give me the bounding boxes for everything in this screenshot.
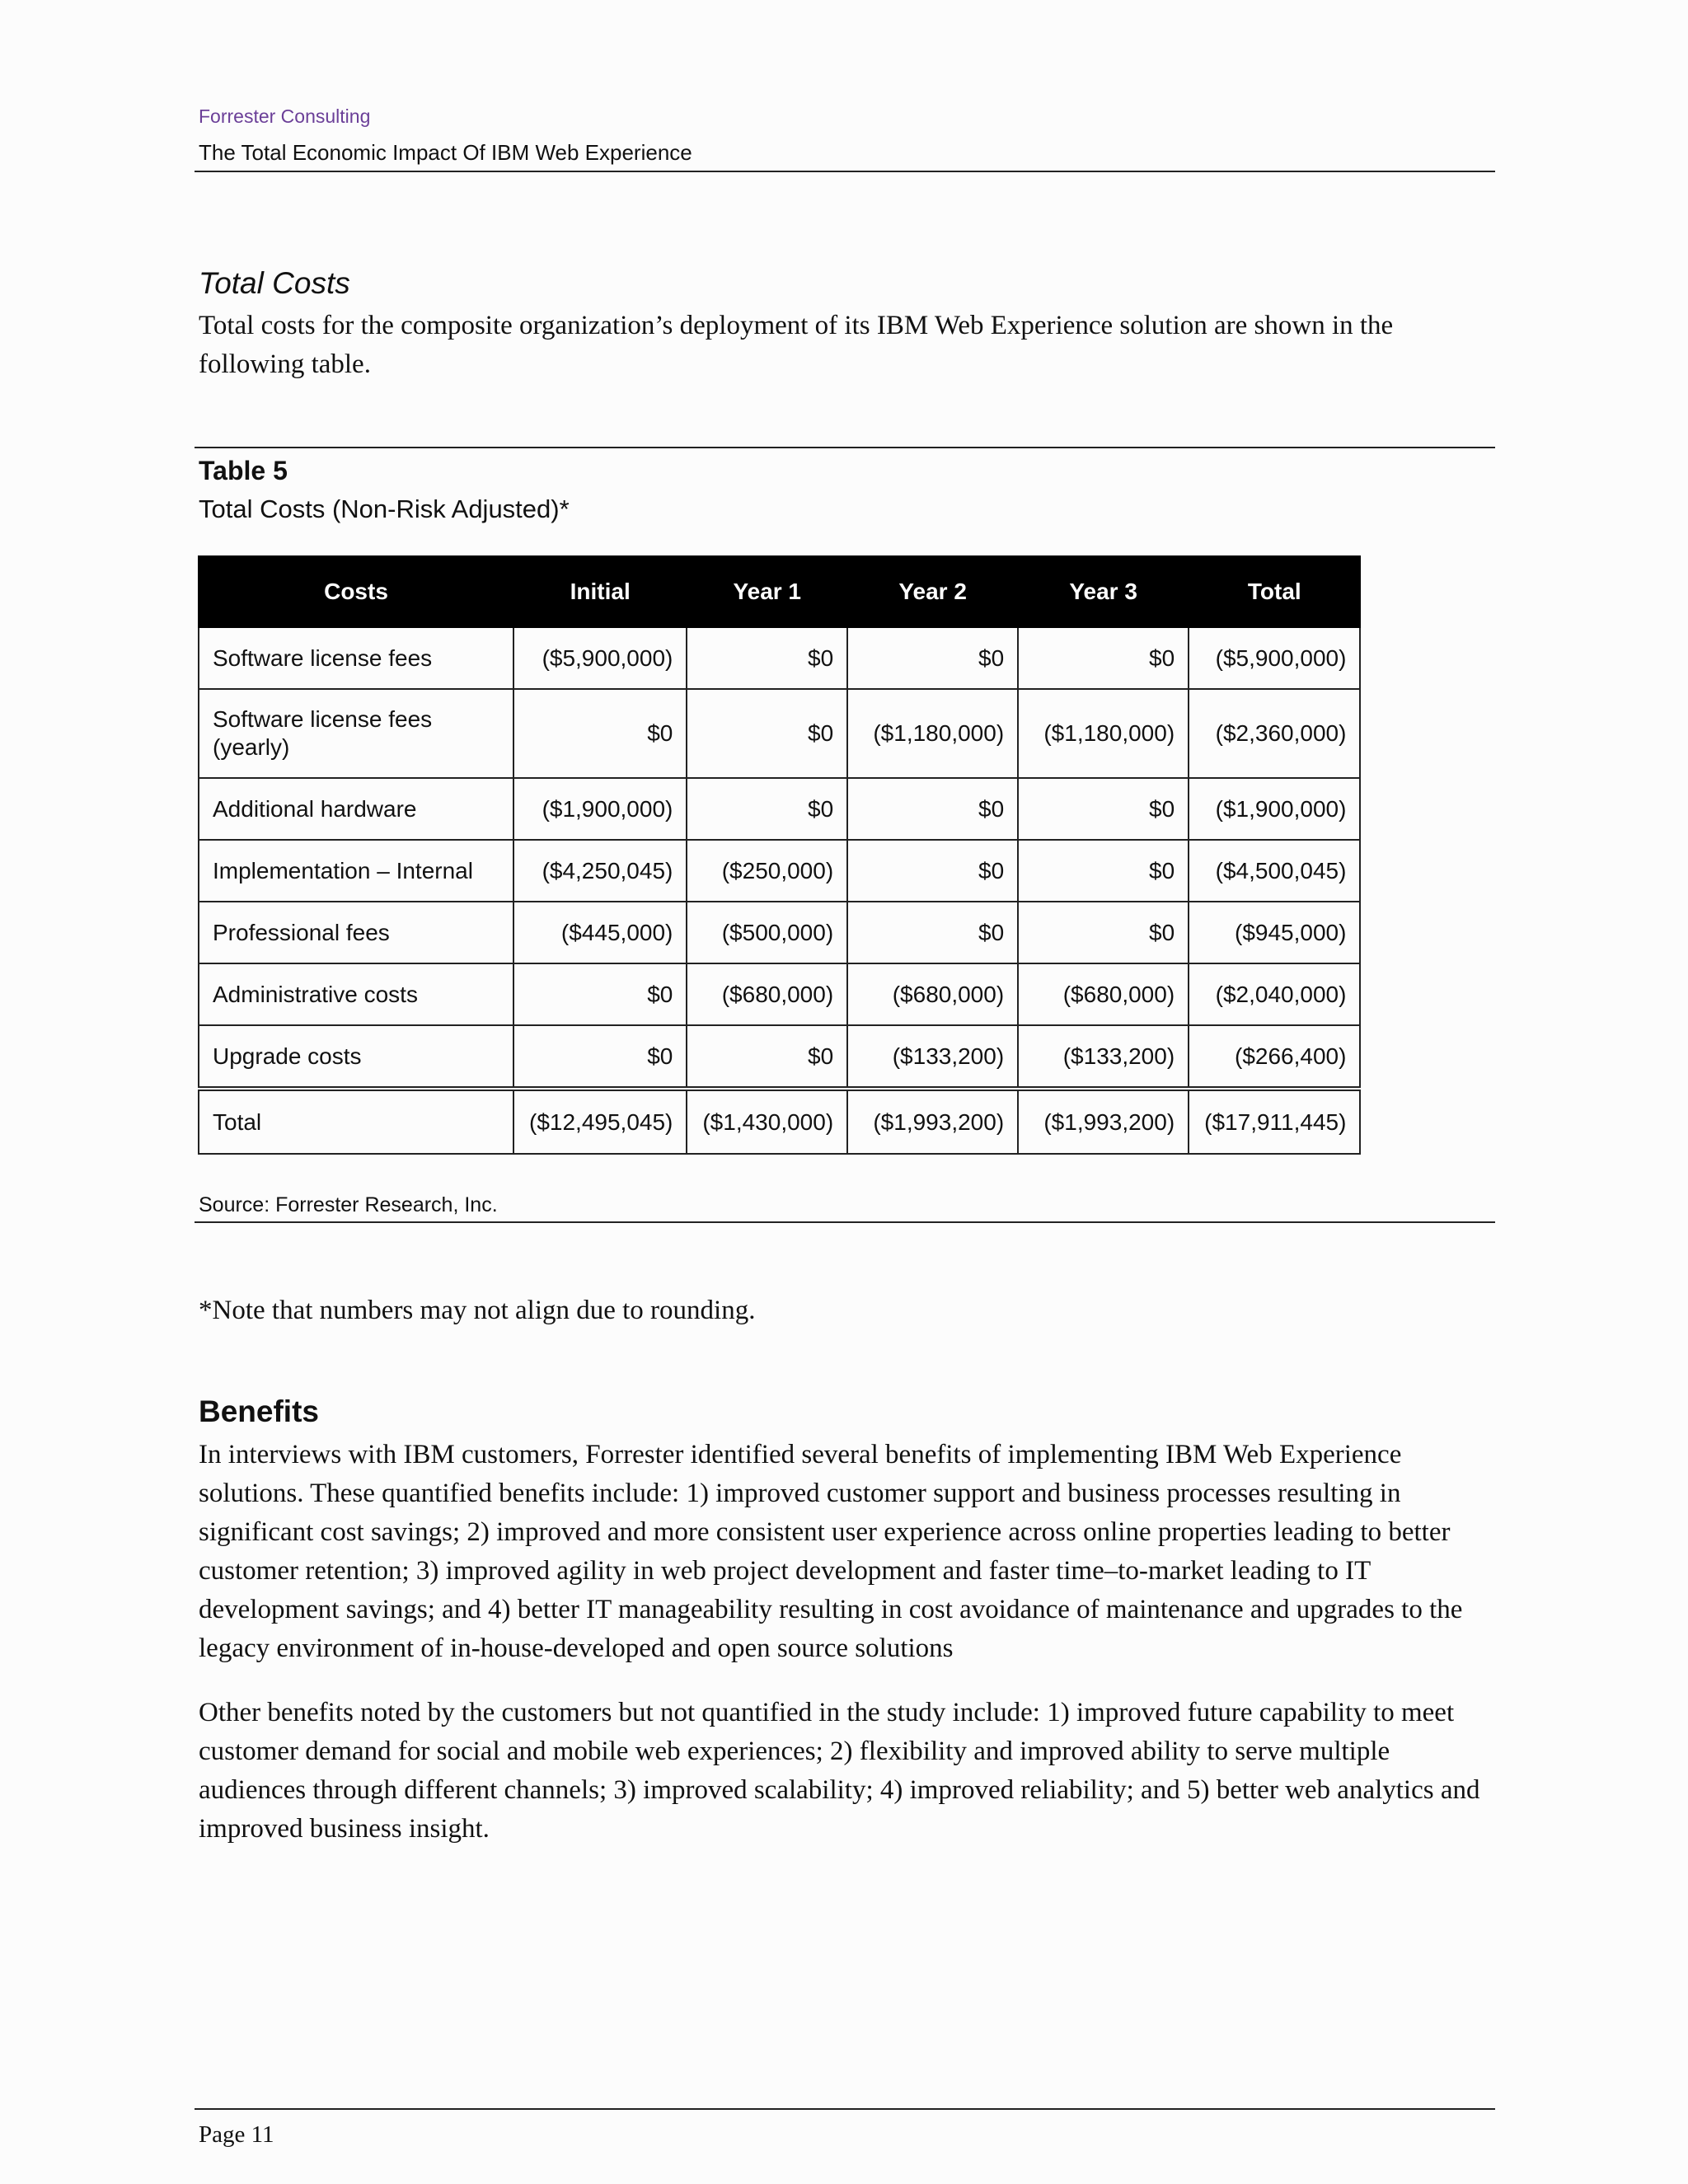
benefits-heading: Benefits: [199, 1394, 319, 1428]
benefits-paragraph: In interviews with IBM customers, Forrester identified several benefits of implementing IBM Web Experience solutions. These quantified benefits include: 1) improved customer support and business processes resulting in significant cost savings; 2) improved and more consistent user experience across online properties leading to better customer retention; 3) improved agility in web project development and faster time–to-market leading to IT development savings; and 4) better IT manageability resulting in cost avoidance of maintenance and upgrades to the legacy environment of in-house-developed and open source solutions: [199, 1440, 1463, 1663]
table-row: [199, 963, 1360, 1025]
table-row: [199, 902, 1360, 963]
table-cell: ($1,993,200): [1018, 1089, 1189, 1154]
table-row: [199, 1025, 1360, 1089]
column-header: Year 3: [1018, 556, 1189, 627]
table-cell: $0: [847, 840, 1018, 902]
table-cell: ($500,000): [687, 902, 847, 963]
column-header: Year 1: [687, 556, 847, 627]
table-total-row: [199, 1089, 1360, 1154]
table-cell: ($5,900,000): [1189, 627, 1360, 689]
table-cell: ($680,000): [687, 963, 847, 1025]
row-label: Additional hardware: [199, 778, 513, 840]
table-header-row: [199, 556, 1360, 627]
table-cell: $0: [847, 627, 1018, 689]
other-benefits-paragraph: Other benefits noted by the customers but not quantified in the study include: 1) improved future capability to meet customer demand for social and mobile web experiences; 2) flexibility and improved ability to serve multiple audiences through different channels; 3) improved scalability; 4) improved reliability; and 5) better web analytics and improved business insight.: [199, 1698, 1480, 1844]
total-costs-paragraph: Total costs for the composite organization’s deployment of its IBM Web Experience solution are shown in the following table.: [199, 311, 1394, 379]
table-cell: $0: [1018, 627, 1189, 689]
row-label: Professional fees: [199, 902, 513, 963]
table-cell: $0: [847, 778, 1018, 840]
table-top-divider: [195, 447, 1495, 448]
table-cell: ($1,900,000): [513, 778, 687, 840]
table-cell: ($133,200): [1018, 1025, 1189, 1089]
table-cell: $0: [1018, 840, 1189, 902]
table-cell: $0: [1018, 778, 1189, 840]
total-costs-heading: Total Costs: [199, 266, 350, 300]
row-label: Implementation – Internal: [199, 840, 513, 902]
table-cell: $0: [687, 689, 847, 778]
column-header: Year 2: [847, 556, 1018, 627]
table-source: Source: Forrester Research, Inc.: [199, 1193, 498, 1216]
table-cell: ($266,400): [1189, 1025, 1360, 1089]
table-row: [199, 778, 1360, 840]
column-header: Total: [1189, 556, 1360, 627]
row-label: Software license fees (yearly): [199, 689, 513, 778]
table-cell: ($1,993,200): [847, 1089, 1018, 1154]
rounding-note: *Note that numbers may not align due to rounding.: [199, 1296, 756, 1325]
row-label: Administrative costs: [199, 963, 513, 1025]
table-cell: ($1,180,000): [1018, 689, 1189, 778]
row-label: Upgrade costs: [199, 1025, 513, 1089]
total-costs-table: [198, 555, 1361, 1155]
table-cell: $0: [687, 627, 847, 689]
table-row: [199, 840, 1360, 902]
footer-divider: [195, 2108, 1495, 2110]
table-cell: $0: [513, 689, 687, 778]
table-cell: $0: [1018, 902, 1189, 963]
header-title: The Total Economic Impact Of IBM Web Experience: [199, 140, 692, 165]
table-cell: $0: [513, 963, 687, 1025]
table-row: [199, 627, 1360, 689]
table-cell: $0: [687, 1025, 847, 1089]
table-cell: ($2,040,000): [1189, 963, 1360, 1025]
table-cell: ($12,495,045): [513, 1089, 687, 1154]
page-number: Page 11: [199, 2121, 274, 2148]
table-label: Table 5: [199, 456, 288, 485]
table-cell: ($133,200): [847, 1025, 1018, 1089]
table-bottom-divider: [195, 1221, 1495, 1223]
table-cell: ($17,911,445): [1189, 1089, 1360, 1154]
header-brand: Forrester Consulting: [199, 105, 371, 127]
table-cell: ($1,900,000): [1189, 778, 1360, 840]
table-cell: ($4,500,045): [1189, 840, 1360, 902]
table-cell: $0: [847, 902, 1018, 963]
table-cell: ($445,000): [513, 902, 687, 963]
table-cell: $0: [687, 778, 847, 840]
table-cell: ($945,000): [1189, 902, 1360, 963]
table-cell: ($1,430,000): [687, 1089, 847, 1154]
table-row: [199, 689, 1360, 778]
header-divider: [195, 171, 1495, 172]
column-header: Costs: [199, 556, 513, 627]
table-cell: $0: [513, 1025, 687, 1089]
table-cell: ($2,360,000): [1189, 689, 1360, 778]
table-cell: ($1,180,000): [847, 689, 1018, 778]
table-cell: ($680,000): [1018, 963, 1189, 1025]
table-cell: ($250,000): [687, 840, 847, 902]
row-label: Total: [199, 1089, 513, 1154]
table-cell: ($680,000): [847, 963, 1018, 1025]
row-label: Software license fees: [199, 627, 513, 689]
table-cell: ($5,900,000): [513, 627, 687, 689]
table-cell: ($4,250,045): [513, 840, 687, 902]
table-caption: Total Costs (Non-Risk Adjusted)*: [199, 494, 570, 523]
column-header: Initial: [513, 556, 687, 627]
